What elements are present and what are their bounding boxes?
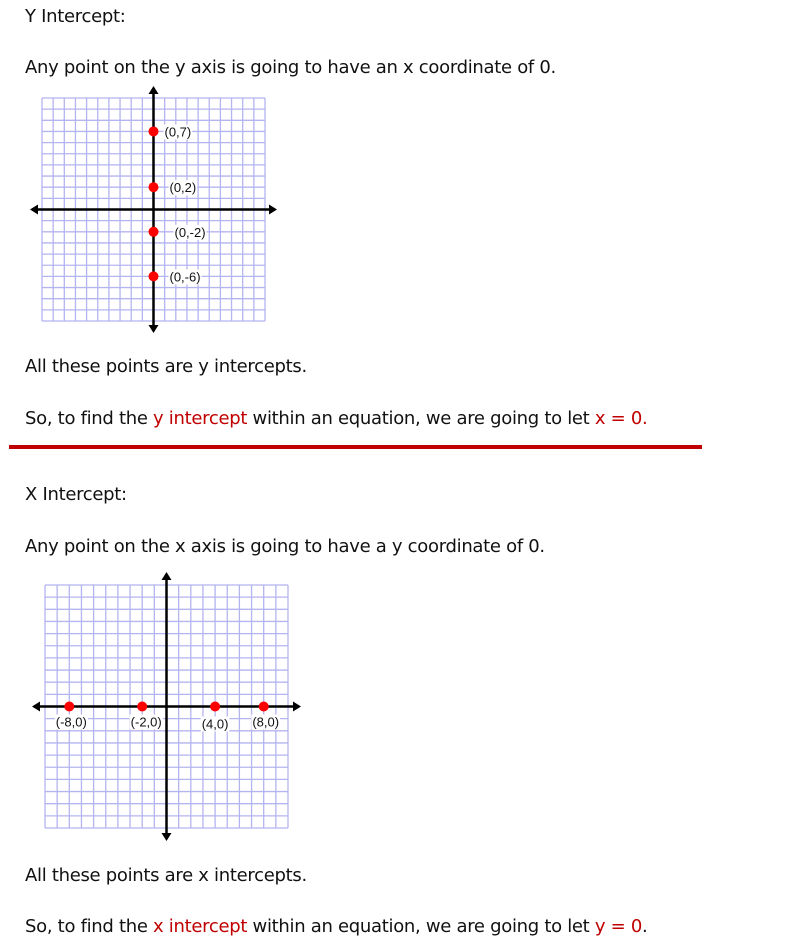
y-intercept-heading: Y Intercept:	[25, 6, 126, 27]
rule-middle: within an equation, we are going to let	[247, 408, 595, 429]
rule-term: x intercept	[153, 916, 248, 937]
x-intercept-summary: All these points are x intercepts.	[25, 865, 307, 886]
data-point	[210, 702, 220, 712]
data-point-label: (0,-6)	[169, 269, 201, 285]
y-intercept-intro: Any point on the y axis is going to have an x coordinate of 0.	[25, 57, 556, 78]
data-point-label: (-8,0)	[55, 714, 87, 730]
data-point	[64, 702, 74, 712]
data-point-label: (0,2)	[169, 180, 197, 196]
rule-middle: within an equation, we are going to let	[247, 916, 595, 937]
data-point-label: (0,-2)	[174, 224, 206, 240]
y-axis-arrow-down-icon	[162, 833, 172, 841]
data-point-label: (0,7)	[164, 124, 192, 140]
rule-equation: x = 0	[594, 408, 643, 429]
data-point-label: (8,0)	[252, 714, 280, 730]
data-point-label: (-2,0)	[130, 714, 162, 730]
y-intercept-summary: All these points are y intercepts.	[25, 356, 307, 377]
rule-period: .	[642, 408, 648, 429]
x-intercept-rule	[25, 916, 647, 937]
x-axis-arrow-right-icon	[293, 702, 301, 712]
data-point	[259, 702, 269, 712]
x-intercept-heading: X Intercept:	[25, 484, 127, 505]
y-axis-arrow-up-icon	[162, 572, 172, 580]
rule-term: y intercept	[153, 408, 248, 429]
rule-prefix: So, to find the	[25, 408, 154, 429]
rule-period-black: .	[642, 916, 648, 937]
data-point	[137, 702, 147, 712]
rule-prefix: So, to find the	[25, 916, 154, 937]
data-point-label: (4,0)	[201, 716, 229, 732]
rule-equation: y = 0	[594, 916, 643, 937]
x-axis-arrow-left-icon	[32, 702, 40, 712]
x-intercept-intro: Any point on the x axis is going to have a y coordinate of 0.	[25, 536, 545, 557]
